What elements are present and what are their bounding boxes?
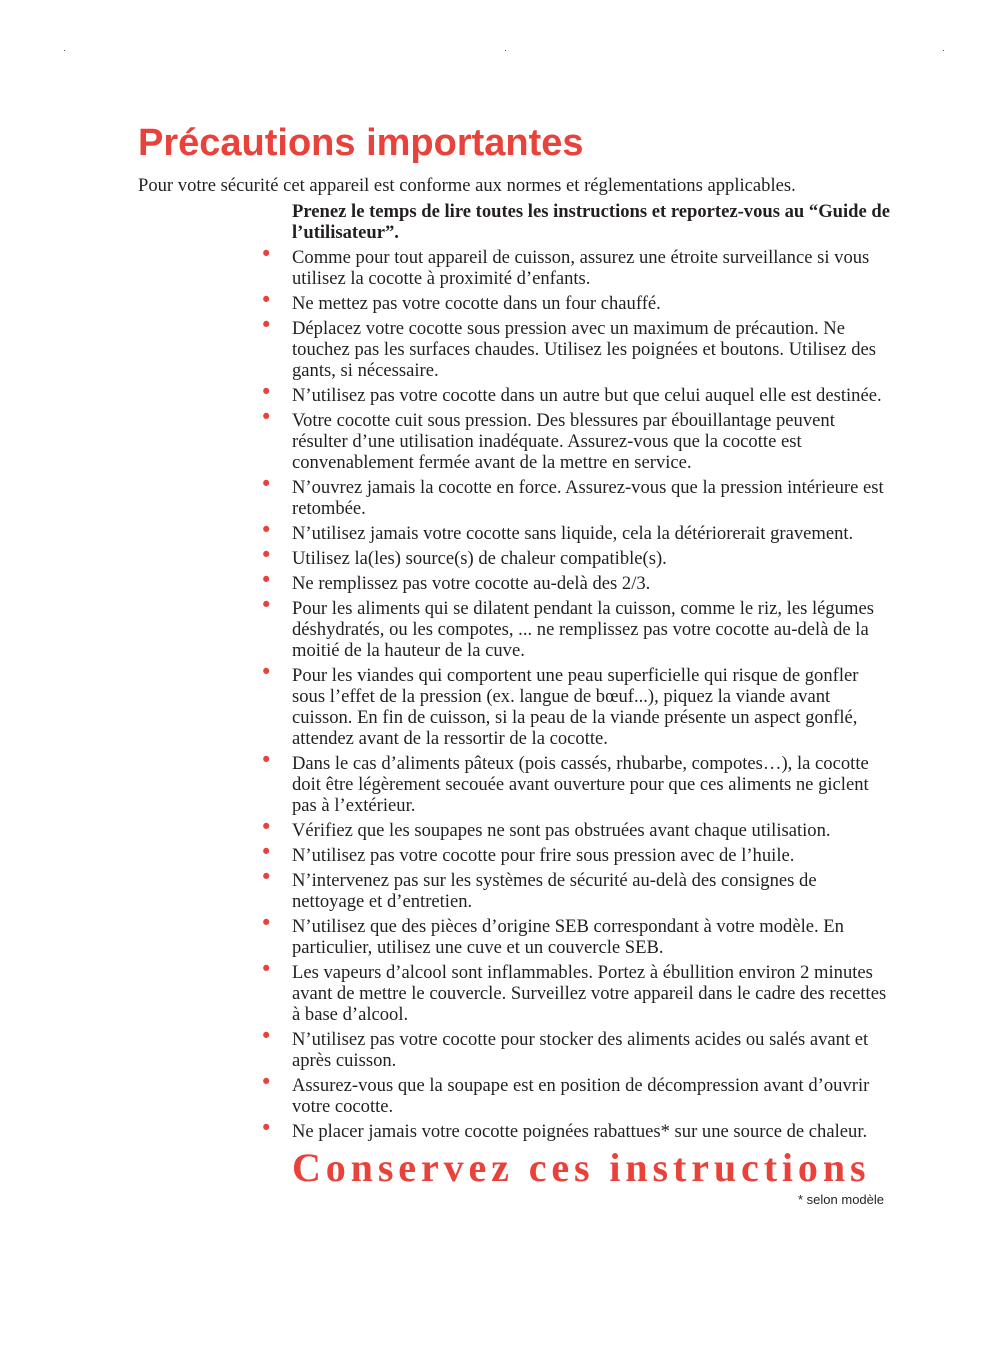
bullet-icon: • — [260, 543, 273, 567]
list-item-text: Votre cocotte cuit sous pression. Des blessures par ébouillantage peuvent résulter d’une utilisation inadéquate. Assurez-vous que la cocotte est convenablement fermée avant de la mettre en service. — [292, 410, 835, 473]
list-item — [260, 1024, 892, 1071]
list-item — [260, 1070, 892, 1117]
bullet-icon: • — [260, 242, 273, 266]
list-item-text: Déplacez votre cocotte sous pression avec un maximum de précaution. Ne touchez pas les surfaces chaudes. Utilisez les poignées et boutons. Utilisez des gants, si nécessaire. — [292, 318, 876, 381]
bullet-icon: • — [260, 660, 273, 684]
list-item — [260, 911, 892, 958]
list-item-text: Pour les viandes qui comportent une peau superficielle qui risque de gonfler sous l’effet de la pression (ex. langue de bœuf...), piquez la viande avant cuisson. En fin de cuisson, si la peau de la viande présente un aspect gonflé, attendez avant de la ressortir de la cocotte. — [292, 665, 859, 749]
bullet-icon: • — [260, 840, 273, 864]
list-item-text: Les vapeurs d’alcool sont inflammables. Portez à ébullition environ 2 minutes avant de mettre le couvercle. Surveillez votre appareil dans le cadre des recettes à base d’alcool. — [292, 962, 887, 1025]
list-item — [260, 242, 892, 289]
list-item-text: Ne placer jamais votre cocotte poignées rabattues* sur une source de chaleur. — [292, 1121, 868, 1142]
bullet-icon: • — [260, 957, 273, 981]
list-item — [260, 405, 892, 473]
list-item-text: N’utilisez pas votre cocotte pour frire sous pression avec de l’huile. — [292, 845, 795, 866]
crop-mark-right — [943, 50, 944, 51]
bullet-icon: • — [260, 518, 273, 542]
list-item-text: Ne mettez pas votre cocotte dans un four chauffé. — [292, 293, 661, 314]
list-item — [260, 543, 892, 569]
lead-instruction: Prenez le temps de lire toutes les instructions et reportez-vous au “Guide de l’utilisateur”. — [292, 201, 891, 243]
precautions-list — [260, 242, 892, 1142]
list-item-text: Pour les aliments qui se dilatent pendant la cuisson, comme le riz, les légumes déshydratés, ou les compotes, ... ne remplissez pas votre cocotte au-delà de la moitié de la hauteur de la cuve. — [292, 598, 874, 661]
crop-mark-left — [64, 50, 65, 51]
list-item — [260, 748, 892, 816]
list-item — [260, 593, 892, 661]
list-item — [260, 518, 892, 544]
precautions-content — [260, 201, 892, 1208]
list-item — [260, 840, 892, 866]
bullet-icon: • — [260, 288, 273, 312]
list-item-text: Assurez-vous que la soupape est en position de décompression avant d’ouvrir votre cocotte. — [292, 1075, 870, 1117]
list-item-text: Vérifiez que les soupapes ne sont pas obstruées avant chaque utilisation. — [292, 820, 831, 841]
bullet-icon: • — [260, 472, 273, 496]
list-item-text: Ne remplissez pas votre cocotte au-delà des 2/3. — [292, 573, 651, 594]
list-item-text: N’utilisez que des pièces d’origine SEB correspondant à votre modèle. En particulier, utilisez une cuve et un couvercle SEB. — [292, 916, 844, 958]
list-item — [260, 660, 892, 749]
list-item-text: N’ouvrez jamais la cocotte en force. Assurez-vous que la pression intérieure est retombée. — [292, 477, 884, 519]
list-item-text: N’utilisez pas votre cocotte dans un autre but que celui auquel elle est destinée. — [292, 385, 882, 406]
bullet-icon: • — [260, 593, 273, 617]
bullet-icon: • — [260, 865, 273, 889]
bullet-icon: • — [260, 911, 273, 935]
bullet-icon: • — [260, 1024, 273, 1048]
list-item-text: N’utilisez pas votre cocotte pour stocker des aliments acides ou salés avant et après cuisson. — [292, 1029, 869, 1071]
bullet-icon: • — [260, 313, 273, 337]
page-title: Précautions importantes — [138, 122, 584, 164]
list-item-text: Dans le cas d’aliments pâteux (pois cassés, rhubarbe, compotes…), la cocotte doit être légèrement secouée avant ouverture pour que ces aliments ne giclent pas à l’extérieur. — [292, 753, 869, 816]
list-item — [260, 957, 892, 1025]
list-item — [260, 380, 892, 406]
list-item — [260, 472, 892, 519]
intro-text: Pour votre sécurité cet appareil est conforme aux normes et réglementations applicables. — [138, 175, 796, 196]
list-item-text: N’intervenez pas sur les systèmes de sécurité au-delà des consignes de nettoyage et d’entretien. — [292, 870, 817, 912]
list-item-text: Utilisez la(les) source(s) de chaleur compatible(s). — [292, 548, 667, 569]
bullet-icon: • — [260, 405, 273, 429]
bullet-icon: • — [260, 380, 273, 404]
list-item — [260, 815, 892, 841]
list-item-text: Comme pour tout appareil de cuisson, assurez une étroite surveillance si vous utilisez la cocotte à proximité d’enfants. — [292, 247, 870, 289]
list-item — [260, 1116, 892, 1142]
keep-instructions-heading: Conservez ces instructions — [292, 1145, 871, 1190]
bullet-icon: • — [260, 748, 273, 772]
list-item — [260, 865, 892, 912]
list-item — [260, 313, 892, 381]
bullet-icon: • — [260, 1070, 273, 1094]
bullet-icon: • — [260, 815, 273, 839]
list-item — [260, 568, 892, 594]
crop-mark-center — [505, 50, 506, 51]
bullet-icon: • — [260, 568, 273, 592]
bullet-icon: • — [260, 1116, 273, 1140]
footnote: * selon modèle — [798, 1192, 884, 1207]
list-item — [260, 288, 892, 314]
list-item-text: N’utilisez jamais votre cocotte sans liquide, cela la détériorerait gravement. — [292, 523, 854, 544]
